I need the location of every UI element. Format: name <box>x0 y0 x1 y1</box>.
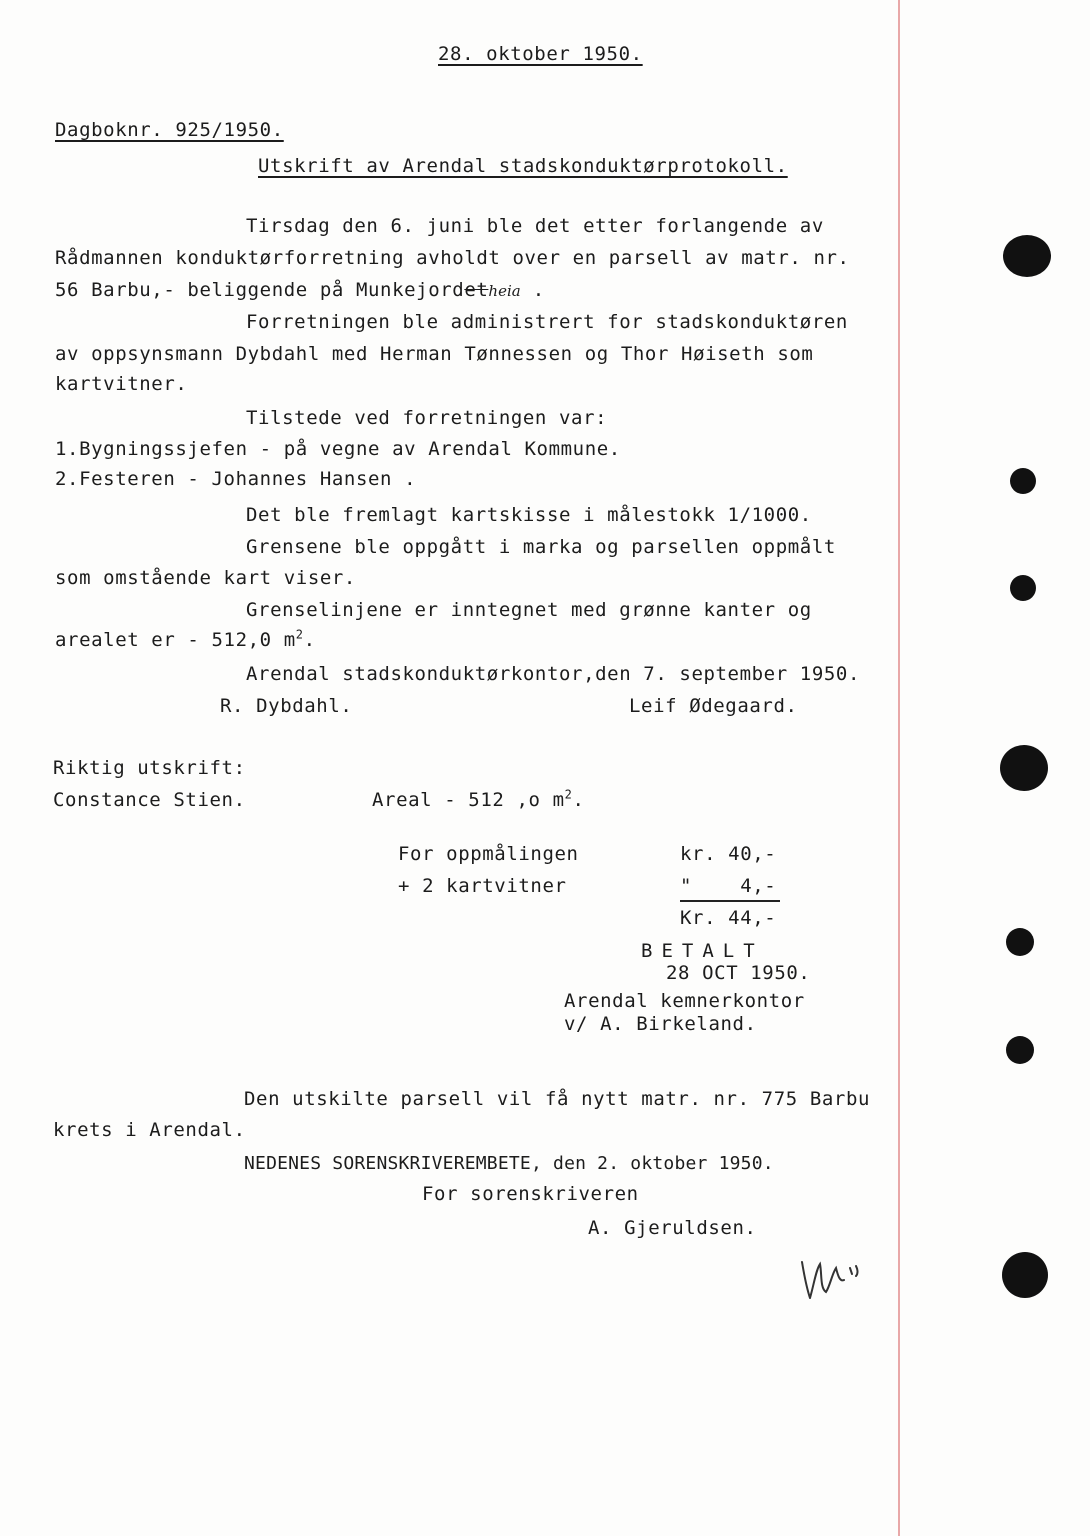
area-text: arealet er - 512,0 m <box>55 629 296 651</box>
handwritten-note: heia <box>488 282 521 300</box>
paragraph-1-line-1: Tirsdag den 6. juni ble det etter forlangende av <box>246 215 824 237</box>
punch-hole <box>1006 928 1034 956</box>
area-line: arealet er - 512,0 $m^2$. <box>55 627 316 651</box>
fee-total: Kr. 44,- <box>680 907 777 929</box>
paragraph-2-line-2: av oppsynsmann Dybdahl med Herman Tønnessen og Thor Høiseth som <box>55 343 814 365</box>
court-line: NEDENES SORENSKRIVEREMBETE, den 2. oktober 1950. <box>244 1153 774 1174</box>
signer-1: R. Dybdahl. <box>220 695 353 717</box>
punch-hole <box>1010 468 1036 494</box>
present-item-2: 2.Festeren - Johannes Hansen . <box>55 468 417 490</box>
fee-item-2: + 2 kartvitner <box>398 875 567 897</box>
map-line: Det ble fremlagt kartskisse i målestokk 1/1000. <box>246 504 812 526</box>
for-line: For sorenskriveren <box>422 1183 639 1205</box>
stamp-officer: v/ A. Birkeland. <box>564 1013 757 1035</box>
closing-line-1: Den utskilte parsell vil få nytt matr. nr. 775 Barbu <box>244 1088 871 1110</box>
office-line: Arendal stadskonduktørkontor,den 7. september 1950. <box>246 663 860 685</box>
present-heading: Tilstede ved forretningen var: <box>246 407 608 429</box>
certification-area-text: Areal - 512 ,o m <box>372 789 565 811</box>
stamp-paid: BETALT <box>641 940 764 962</box>
paragraph-1-line-3: 56 Barbu,- beliggende på Munkejordetheia . <box>55 279 545 301</box>
boundary-line-1: Grensene ble oppgått i marka og parsellen oppmålt <box>246 536 836 558</box>
punch-hole <box>1010 575 1036 601</box>
closing-signer: A. Gjeruldsen. <box>588 1217 757 1239</box>
paragraph-2-line-3: kartvitner. <box>55 373 188 395</box>
margin-line <box>898 0 900 1536</box>
record-number: Dagboknr. 925/1950. <box>55 119 284 141</box>
struck-text: et <box>464 279 489 301</box>
paragraph-1-line-3-text: 56 Barbu,- beliggende på Munkejord <box>55 279 465 301</box>
lines-line-1: Grenselinjene er inntegnet med grønne kanter og <box>246 599 812 621</box>
fee-sum-rule <box>680 900 780 902</box>
certification-label: Riktig utskrift: <box>53 757 246 779</box>
certification-area: Areal - 512 ,o $m^2$. <box>372 787 585 811</box>
signer-2: Leif Ødegaard. <box>629 695 798 717</box>
punch-hole <box>1002 1252 1048 1298</box>
area-superscript: 2 <box>295 627 304 642</box>
header-date: 28. oktober 1950. <box>438 43 643 65</box>
handwritten-signature <box>796 1240 876 1310</box>
fee-amount-2: " 4,- <box>680 875 777 897</box>
certification-name: Constance Stien. <box>53 789 246 811</box>
punch-hole <box>1003 235 1051 277</box>
record-title: Utskrift av Arendal stadskonduktørprotokoll. <box>258 155 788 177</box>
paragraph-1-line-2: Rådmannen konduktørforretning avholdt over en parsell av matr. nr. <box>55 247 850 269</box>
fee-amount-1: kr. 40,- <box>680 843 777 865</box>
fee-item-1: For oppmålingen <box>398 843 579 865</box>
closing-line-2: krets i Arendal. <box>53 1119 246 1141</box>
boundary-line-2: som omstående kart viser. <box>55 567 356 589</box>
stamp-date: 28 OCT 1950. <box>666 962 811 984</box>
punch-hole <box>1000 745 1048 791</box>
certification-area-superscript: 2 <box>564 787 573 802</box>
paragraph-2-line-1: Forretningen ble administrert for stadskonduktøren <box>246 311 848 333</box>
stamp-office: Arendal kemnerkontor <box>564 990 805 1012</box>
punch-hole <box>1006 1036 1034 1064</box>
present-item-1: 1.Bygningssjefen - på vegne av Arendal Kommune. <box>55 438 621 460</box>
